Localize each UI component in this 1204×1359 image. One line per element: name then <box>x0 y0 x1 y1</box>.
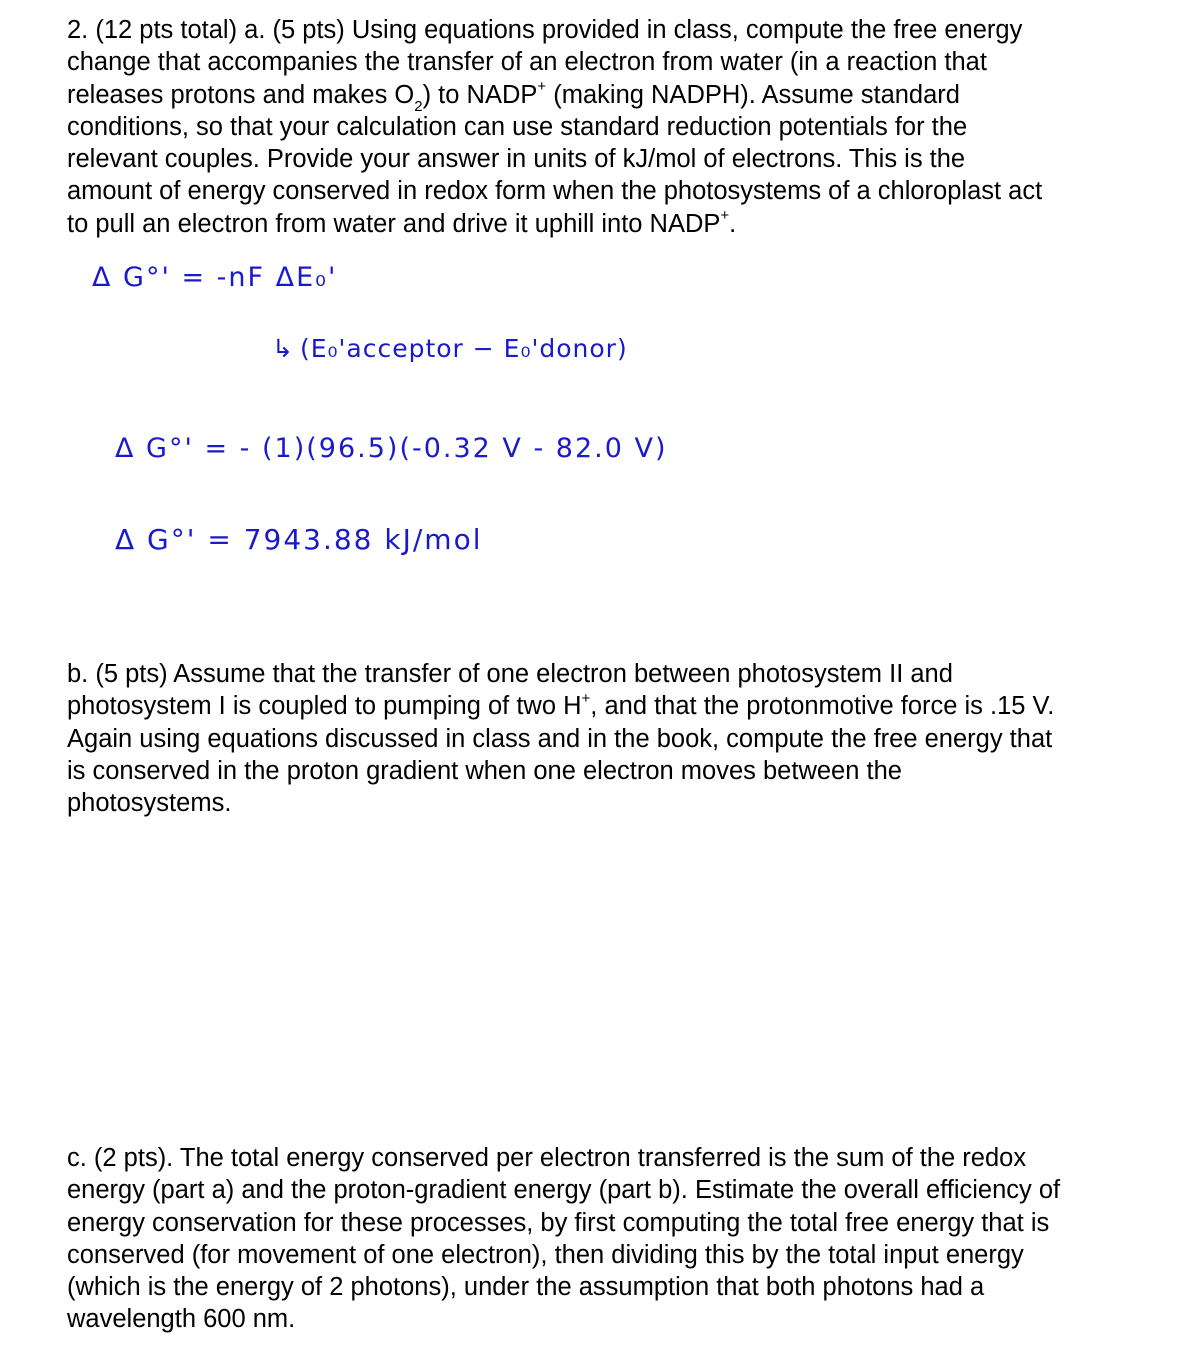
question-a-line-4: conditions, so that your calculation can use standard reduction potentials for the <box>67 112 968 141</box>
superscript: + <box>720 207 730 225</box>
text-segment: (making NADPH). Assume standard <box>546 80 960 109</box>
question-c-line-2: energy (part a) and the proton-gradient energy (part b). Estimate the overall efficiency of <box>67 1176 1061 1205</box>
question-c-line-1: c. (2 pts). The total energy conserved per electron transferred is the sum of the redox <box>67 1144 1027 1172</box>
text-segment: , and that the protonmotive force is .15 V. <box>590 692 1055 721</box>
handwritten-arrow-note <box>272 334 628 363</box>
superscript: + <box>537 78 547 96</box>
question-b-line-4: is conserved in the proton gradient when one electron moves between the <box>67 756 902 785</box>
hook-arrow-icon: ↳ <box>272 334 294 363</box>
question-c-line-5: (which is the energy of 2 photons), under the assumption that both photons had a <box>67 1273 985 1302</box>
question-b-line-5: photosystems. <box>67 789 232 818</box>
question-a-line-3 <box>67 78 1177 115</box>
question-a-line-6: amount of energy conserved in redox form when the photosystems of a chloroplast act <box>67 177 1043 206</box>
question-c <box>67 1142 1177 1336</box>
text-segment: to pull an electron from water and drive it uphill into NADP <box>67 209 721 238</box>
text-segment: . <box>729 209 737 238</box>
question-a-line-2: change that accompanies the transfer of an electron from water (in a reaction that <box>67 48 987 77</box>
handwritten-result: Δ G°' = 7943.88 kJ/mol <box>115 523 483 556</box>
question-a-line-7 <box>67 208 1177 240</box>
question-a-line-5: relevant couples. Provide your answer in units of kJ/mol of electrons. This is the <box>67 145 966 174</box>
handwritten-substitution: Δ G°' = - (1)(96.5)(-0.32 V - 82.0 V) <box>115 433 668 464</box>
question-c-line-6: wavelength 600 nm. <box>67 1305 296 1334</box>
text-segment: photosystem I is coupled to pumping of two H <box>67 692 582 721</box>
question-b <box>67 658 1177 819</box>
handwritten-formula: Δ G°' = -nF ΔE₀' <box>92 262 338 293</box>
question-c-line-4: conserved (for movement of one electron), then dividing this by the total input energy <box>67 1240 1024 1269</box>
arrow-note-text: (E₀'acceptor − E₀'donor) <box>299 334 628 363</box>
question-a-line-1: 2. (12 pts total) a. (5 pts) Using equations provided in class, compute the free energy <box>67 16 1023 44</box>
question-b-line-3: Again using equations discussed in class and in the book, compute the free energy that <box>67 724 1053 753</box>
question-a <box>67 14 1177 240</box>
text-segment: releases protons and makes O <box>67 80 415 109</box>
subscript: 2 <box>414 97 423 115</box>
question-b-line-1: b. (5 pts) Assume that the transfer of one electron between photosystem II and <box>67 660 953 688</box>
text-segment: ) to NADP <box>422 80 538 109</box>
superscript: + <box>581 689 591 707</box>
question-c-line-3: energy conservation for these processes, by first computing the total free energy that is <box>67 1208 1050 1237</box>
question-b-line-2 <box>67 690 1177 722</box>
